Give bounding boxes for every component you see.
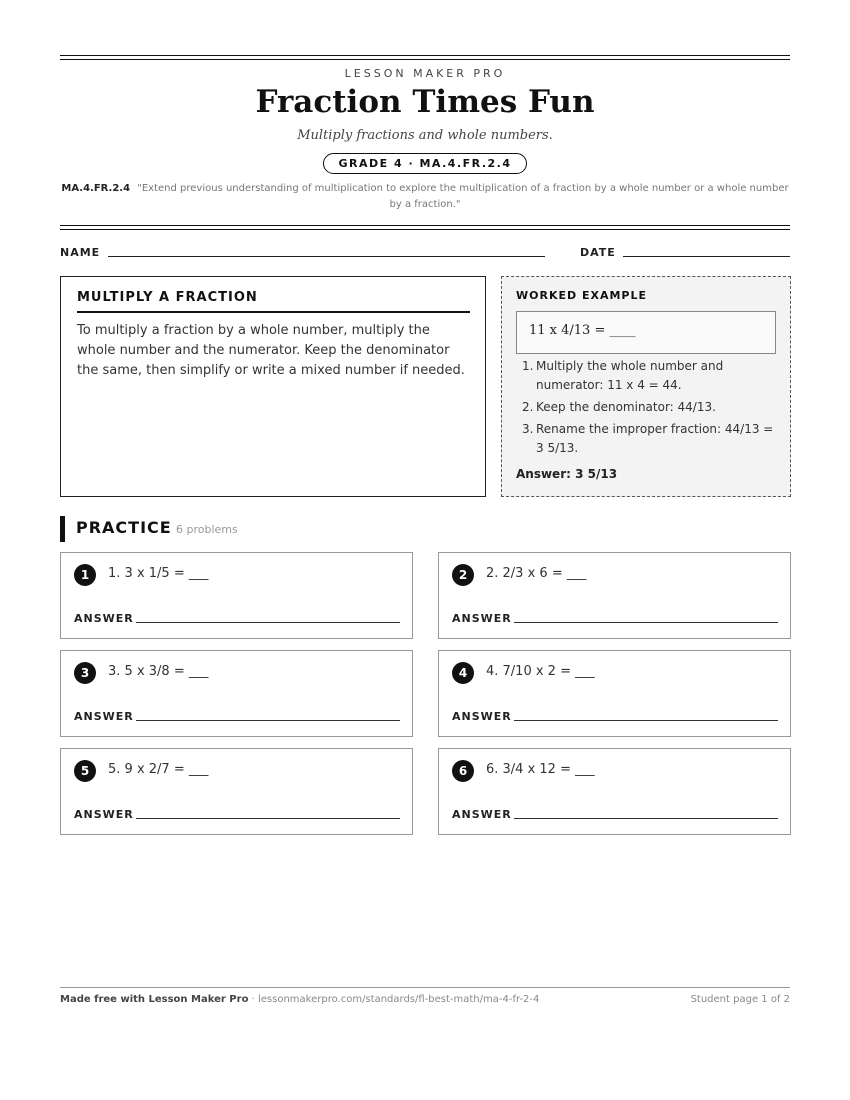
standard-description [60, 181, 790, 213]
page-title: Fraction Times Fun [255, 84, 595, 120]
problem-number-badge: 2 [452, 564, 474, 586]
explanation-heading: MULTIPLY A FRACTION [77, 290, 470, 313]
answer-label: ANSWER [452, 808, 512, 821]
header-bottom-rule [60, 225, 790, 230]
date-label: DATE [580, 246, 616, 259]
answer-field[interactable] [136, 720, 400, 721]
answer-field[interactable] [514, 622, 778, 623]
problem-number-badge: 6 [452, 760, 474, 782]
practice-heading: PRACTICE [76, 518, 172, 537]
name-field[interactable] [108, 256, 545, 257]
worked-example-answer: Answer: 3 5/13 [516, 467, 618, 481]
problem-number-badge: 3 [74, 662, 96, 684]
footer-url[interactable]: · lessonmakerpro.com/standards/fl-best-math/ma-4-fr-2-4 [248, 994, 540, 1005]
worked-example-box [501, 276, 791, 497]
step-item [516, 398, 778, 417]
worksheet-page [60, 0, 790, 1100]
practice-accent-bar [60, 516, 65, 542]
answer-label: ANSWER [74, 808, 134, 821]
answer-label: ANSWER [452, 612, 512, 625]
problem-card [438, 650, 791, 737]
step-text: Multiply the whole number and numerator: 11 x 4 = 44. [536, 359, 724, 392]
brand-name: LESSON MAKER PRO [344, 67, 506, 80]
problem-number-badge: 1 [74, 564, 96, 586]
answer-label: ANSWER [452, 710, 512, 723]
answer-field[interactable] [514, 818, 778, 819]
footer-page-number: Student page 1 of 2 [690, 994, 790, 1005]
step-number: 2. [522, 400, 534, 414]
problem-text: 6. 3/4 x 12 = ___ [486, 762, 595, 777]
date-field[interactable] [623, 256, 790, 257]
footer-made-with: Made free with Lesson Maker Pro [60, 994, 249, 1005]
header-top-rule [60, 55, 790, 60]
answer-label: ANSWER [74, 710, 134, 723]
step-text: Rename the improper fraction: 44/13 = 3 5/13. [536, 422, 774, 455]
step-number: 1. [522, 359, 534, 373]
worked-example-heading: WORKED EXAMPLE [516, 289, 647, 302]
step-item [516, 357, 778, 395]
grade-badge: GRADE 4 · MA.4.FR.2.4 [323, 153, 526, 174]
problem-number-badge: 4 [452, 662, 474, 684]
problem-text: 1. 3 x 1/5 = ___ [108, 566, 209, 581]
problem-text: 3. 5 x 3/8 = ___ [108, 664, 209, 679]
worked-example-steps [516, 357, 778, 461]
answer-field[interactable] [514, 720, 778, 721]
problem-text: 4. 7/10 x 2 = ___ [486, 664, 595, 679]
problem-card [438, 552, 791, 639]
problem-card [60, 748, 413, 835]
worked-example-problem: 11 x 4/13 = ____ [516, 311, 776, 354]
page-subtitle: Multiply fractions and whole numbers. [297, 128, 553, 143]
problem-text: 5. 9 x 2/7 = ___ [108, 762, 209, 777]
standard-text: "Extend previous understanding of multiplication to explore the multiplication of a fraction by a whole number or a whole number by a fraction." [137, 183, 789, 210]
grade-badge-wrap [60, 152, 790, 174]
problem-card [438, 748, 791, 835]
answer-field[interactable] [136, 818, 400, 819]
answer-label: ANSWER [74, 612, 134, 625]
practice-count: 6 problems [176, 523, 238, 536]
problem-card [60, 650, 413, 737]
step-item [516, 420, 778, 458]
answer-field[interactable] [136, 622, 400, 623]
standard-code: MA.4.FR.2.4 [61, 183, 131, 194]
step-text: Keep the denominator: 44/13. [536, 400, 716, 414]
problem-text: 2. 2/3 x 6 = ___ [486, 566, 587, 581]
step-number: 3. [522, 422, 534, 436]
explanation-body: To multiply a fraction by a whole number, multiply the whole number and the numerator. Keep the denominator the same, then simplify or write a mixed number if needed. [77, 323, 465, 378]
explanation-box [60, 276, 486, 497]
problem-number-badge: 5 [74, 760, 96, 782]
problem-card [60, 552, 413, 639]
footer-credit [60, 994, 539, 1005]
name-label: NAME [60, 246, 101, 259]
footer-rule [60, 987, 790, 988]
